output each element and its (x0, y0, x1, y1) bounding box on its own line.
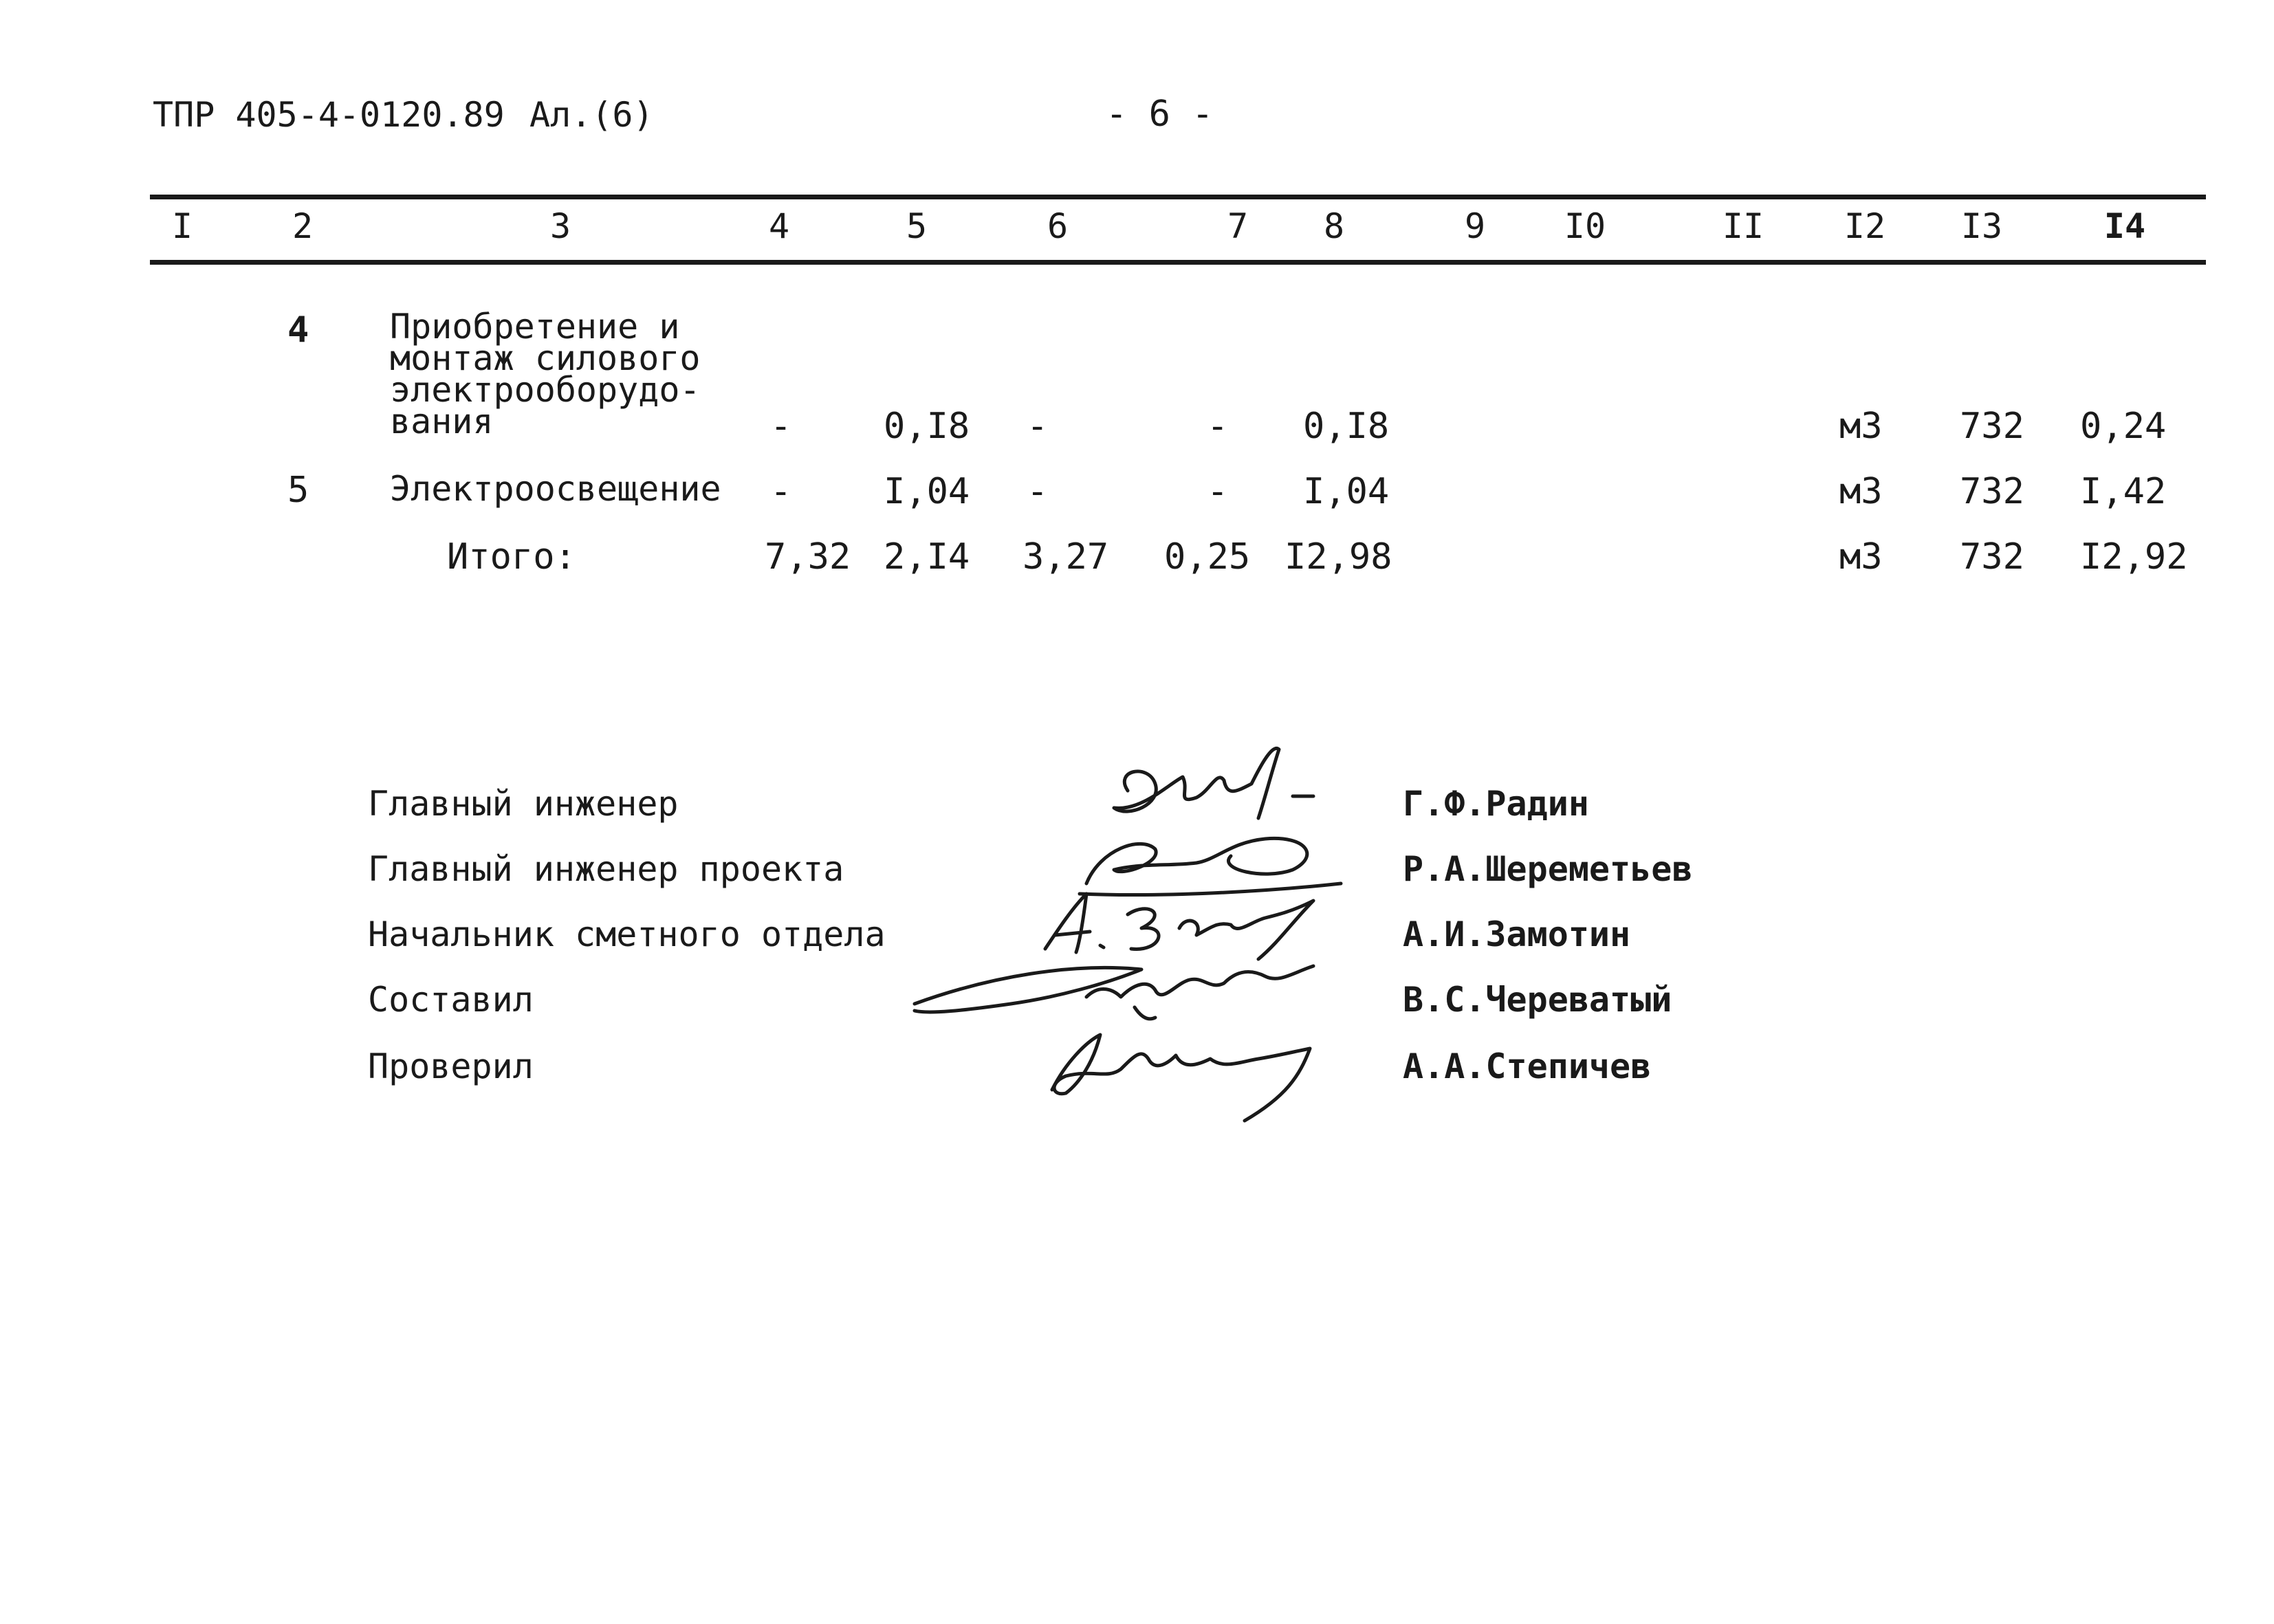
total-label: Итого: (447, 536, 576, 578)
signatory-name: В.С.Череватый (1403, 980, 1672, 1020)
row-name (390, 307, 701, 441)
cell-col13: 732 (1960, 536, 2024, 578)
signatory-name: Р.А.Шереметьев (1403, 849, 1693, 889)
column-number-9: 9 (1464, 206, 1486, 246)
column-number-1: I (171, 206, 193, 246)
cell-col14: I2,92 (2080, 536, 2188, 578)
handwritten-signature (908, 949, 1334, 1024)
cell-col12: м3 (1839, 536, 1883, 578)
table-top-rule (150, 195, 2206, 199)
cell-col8: I2,98 (1284, 536, 1392, 578)
cell-col7: - (1207, 406, 1229, 447)
column-number-8: 8 (1323, 206, 1345, 246)
column-number-7: 7 (1227, 206, 1249, 246)
column-number-5: 5 (906, 206, 928, 246)
signatory-name: А.И.Замотин (1403, 914, 1631, 954)
column-number-10: I0 (1564, 206, 1606, 246)
cell-col13: 732 (1960, 471, 2024, 512)
row-name-line: электрооборудо- (390, 370, 701, 410)
cell-col5: I,04 (884, 471, 970, 512)
cell-col6: - (1027, 406, 1049, 447)
cell-col14: I,42 (2080, 471, 2167, 512)
column-number-3: 3 (549, 206, 571, 246)
row-number: 5 (287, 470, 309, 511)
page-number: - 6 - (1106, 94, 1214, 135)
cell-col7: 0,25 (1164, 536, 1251, 578)
handwritten-signature (1086, 743, 1320, 839)
signatory-title: Начальник сметного отдела (368, 914, 886, 954)
row-name-line: Приобретение и (390, 307, 680, 347)
cell-col5: 2,I4 (884, 536, 970, 578)
cell-col4: 7,32 (765, 536, 851, 578)
document-code: ТПР 405-4-0120.89 (153, 95, 505, 135)
signatory-name: А.А.Степичев (1403, 1046, 1652, 1086)
cell-col5: 0,I8 (884, 406, 970, 447)
row-name (390, 469, 721, 509)
row-number: 4 (287, 309, 309, 351)
signatory-title: Составил (368, 980, 534, 1020)
handwritten-signature (1038, 1021, 1327, 1124)
cell-col14: 0,24 (2080, 406, 2167, 447)
signatory-title: Главный инженер (368, 784, 679, 824)
column-number-4: 4 (768, 206, 790, 246)
row-name-line: Электроосвещение (390, 469, 721, 509)
cell-col8: I,04 (1303, 471, 1390, 512)
cell-col12: м3 (1839, 471, 1883, 512)
column-number-2: 2 (292, 206, 314, 246)
signatory-name: Г.Ф.Радин (1403, 784, 1589, 824)
cell-col8: 0,I8 (1303, 406, 1390, 447)
column-number-11: II (1722, 206, 1764, 246)
cell-col6: 3,27 (1023, 536, 1109, 578)
cell-col7: - (1207, 471, 1229, 512)
cell-col13: 732 (1960, 406, 2024, 447)
column-number-13: I3 (1960, 206, 2003, 246)
album-number: Ал.(6) (529, 95, 654, 135)
column-number-12: I2 (1844, 206, 1886, 246)
column-number-14: I4 (2103, 206, 2146, 246)
row-name-line: монтаж силового (390, 338, 701, 378)
cell-col4: - (770, 406, 792, 447)
cell-col6: - (1027, 471, 1049, 512)
column-number-6: 6 (1047, 206, 1069, 246)
row-name-line: вания (390, 402, 494, 441)
cell-col12: м3 (1839, 406, 1883, 447)
signatory-title: Проверил (368, 1046, 534, 1086)
table-header-bottom-rule (150, 260, 2206, 265)
signatory-title: Главный инженер проекта (368, 849, 844, 889)
cell-col4: - (770, 471, 792, 512)
